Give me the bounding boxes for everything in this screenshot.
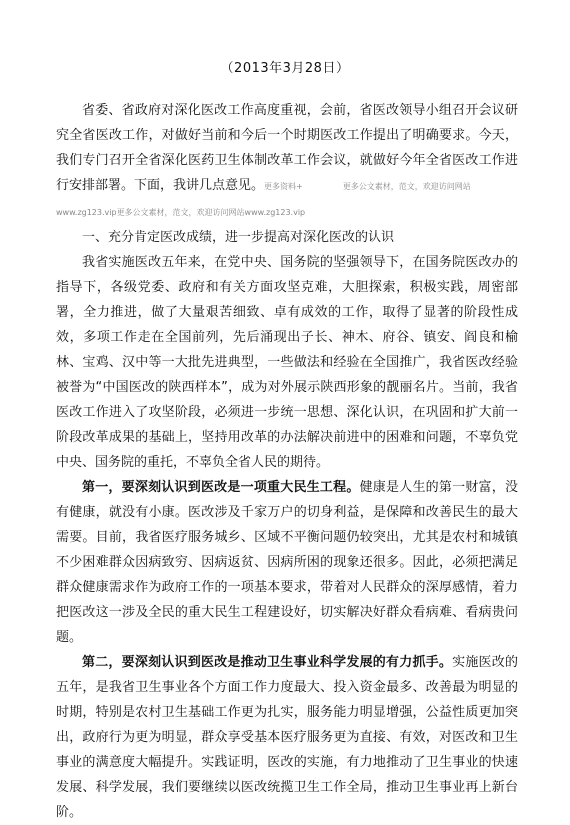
- intro-paragraph: [56, 98, 518, 199]
- intro-text: 省委、省政府对深化医改工作高度重视，会前，省医改领导小组召开会议研究全省医改工作，对做好当前和今后一个时期医改工作提出了明确要求。今天，我们专门召开全省深化医药卫生体制改革工作会议，就做好今年全省医改工作进行安排部署。下面，我讲几点意见。: [56, 103, 518, 193]
- watermark-text-a: 更多资料+: [264, 182, 303, 191]
- paragraph-3: [56, 650, 518, 825]
- section-heading: 一、充分肯定医改成绩，进一步提高对深化医改的认识: [82, 230, 395, 245]
- paragraph-1: 我省实施医改五年来，在党中央、国务院的坚强领导下，在国务院医改办的指导下，各级党委、政府和有关方面攻坚克难，大胆探索，积极实践，周密部署，全力推进，做了大量艰苦细致、卓有成效的工作，取得了显著的阶段性成效，多项工作走在全国前列，先后涌现出子长、神木、府谷、镇安、阎良和榆林、宝鸡、汉中等一大批先进典型，一些做法和经验在全国推广，我省医改经验被誉为“中国医改的陕西样本”，成为对外展示陕西形象的靓丽名片。当前，我省医改工作进入了攻坚阶段，必须进一步统一思想、深化认识，在巩固和扩大前一阶段改革成果的基础上，坚持用改革的办法解决前进中的困难和问题，不辜负党中央、国务院的重托，不辜负全省人民的期待。: [56, 255, 518, 470]
- document-body: [56, 98, 518, 825]
- paragraph-2-lead: 第一，要深刻认识到医改是一项重大民生工程。: [82, 480, 360, 495]
- document-date: （2013年3月28日）: [220, 61, 350, 76]
- watermark-line: [56, 199, 518, 225]
- paragraph-2: [56, 475, 518, 650]
- watermark-text-c: www.zg123.vip: [56, 208, 117, 217]
- watermark-text-d: 更多公文素材，范文，欢迎访问网站www.zg123.vip: [116, 208, 306, 217]
- paragraph-3-text: 实施医改的五年，是我省卫生事业各个方面工作力度最大、投入资金最多、改善最为明显的时期，特别是农村卫生基础工作更为扎实，服务能力明显增强，公益性质更加突出，政府行为更为明显，群众享受基本医疗服务更为直接、有效，对医改和卫生事业的满意度大幅提升。实践证明，医改的实施，有力地推动了卫生事业的快速发展、科学发展，我们要继续以医改统揽卫生工作全局，推动卫生事业再上新台阶。: [56, 655, 518, 820]
- paragraph-2-text: 健康是人生的第一财富，没有健康，就没有小康。医改涉及千家万户的切身利益，是保障和改善民生的最大需要。目前，我省医疗服务城乡、区域不平衡问题仍较突出，尤其是农村和城镇不少困难群众因病致穷、因病返贫、因病所困的现象还很多。因此，必须把满足群众健康需求作为政府工作的一项基本要求，带着对人民群众的深厚感情，着力把医改这一涉及全民的重大民生工程建设好，切实解决好群众看病难、看病贵问题。: [56, 480, 518, 645]
- watermark-text-b: 更多公文素材，范文，欢迎访问网站: [342, 182, 471, 191]
- paragraph-3-lead: 第二，要深刻认识到医改是推动卫生事业科学发展的有力抓手。: [82, 655, 453, 670]
